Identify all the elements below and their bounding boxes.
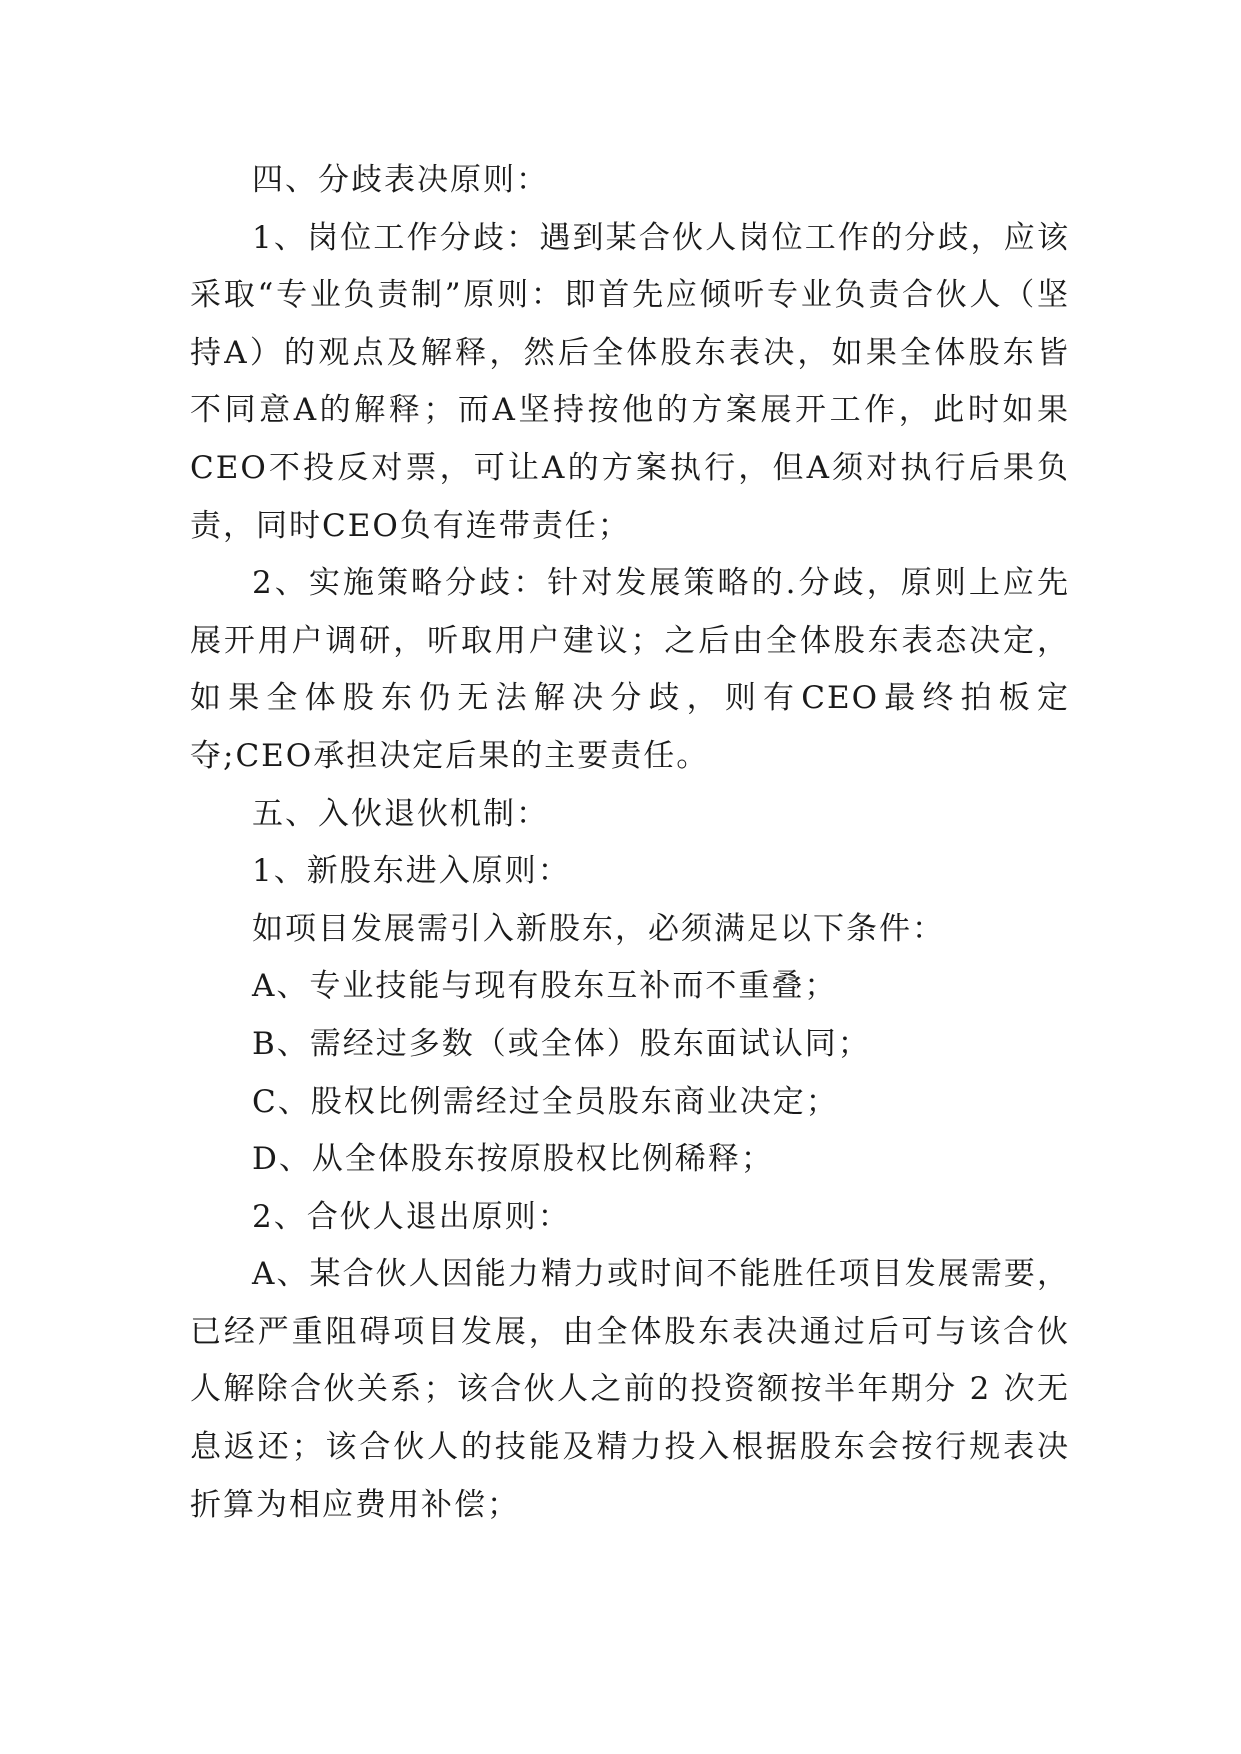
- document-body: [190, 152, 1070, 1534]
- list-item-condition-d: D、从全体股东按原股权比例稀释；: [252, 1141, 774, 1178]
- paragraph-partner-exit-a: A、某合伙人因能力精力或时间不能胜任项目发展需要，已经严重阻碍项目发展，由全体股东表决通过后可与该合伙人解除合伙关系；该合伙人之前的投资额按半年期分 2 次无息返还；该合伙人的技能及精力投入根据股东会按行规表决折算为相应费用补偿；: [190, 1256, 1070, 1523]
- paragraph-position-disagreement: 1、岗位工作分歧：遇到某合伙人岗位工作的分歧，应该采取“专业负责制”原则：即首先应倾听专业负责合伙人（坚持A）的观点及解释，然后全体股东表决，如果全体股东皆不同意A的解释；而A坚持按他的方案展开工作，此时如果CEO不投反对票，可让A的方案执行，但A须对执行后果负责，同时CEO负有连带责任；: [190, 219, 1070, 544]
- list-item-condition-b: B、需经过多数（或全体）股东面试认同；: [252, 1025, 871, 1062]
- section-heading-join-exit: 五、入伙退伙机制：: [252, 795, 549, 832]
- paragraph-new-shareholder-conditions: 如项目发展需引入新股东，必须满足以下条件：: [252, 910, 945, 947]
- subheading-new-shareholder: 1、新股东进入原则：: [252, 853, 571, 890]
- list-item-condition-c: C、股权比例需经过全员股东商业决定；: [252, 1083, 839, 1120]
- subheading-partner-exit: 2、合伙人退出原则：: [252, 1198, 571, 1235]
- list-item-condition-a: A、专业技能与现有股东互补而不重叠；: [252, 968, 838, 1005]
- section-heading-disagreement-voting: 四、分歧表决原则：: [252, 162, 549, 198]
- paragraph-strategy-disagreement: 2、实施策略分歧：针对发展策略的.分歧，原则上应先展开用户调研，听取用户建议；之后由全体股东表态决定，如果全体股东仍无法解决分歧，则有CEO最终拍板定夺;CEO承担决定后果的主要责任。: [190, 565, 1070, 774]
